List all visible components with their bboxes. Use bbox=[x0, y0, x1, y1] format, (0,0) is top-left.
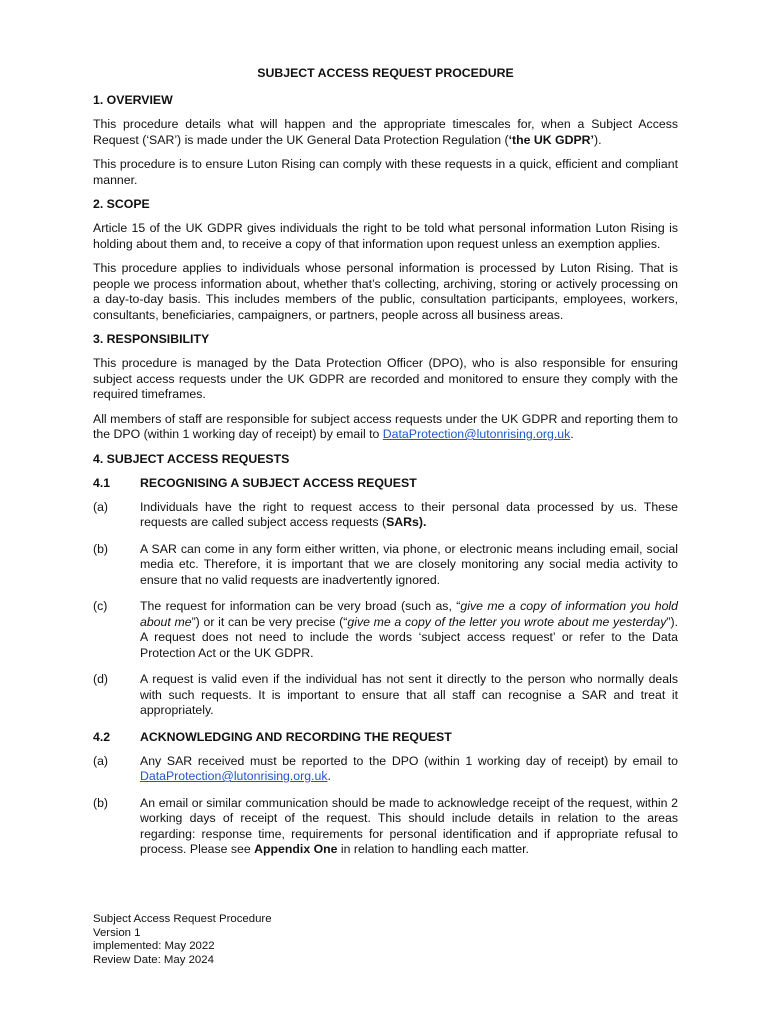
item-text: A SAR can come in any form either written, via phone, or electronic means including email, social media etc. Therefore, it is important that we are closely monitoring any social media activity to ensure that no valid requests are inadvertently ignored. bbox=[140, 541, 678, 587]
footer-version: Version 1 bbox=[93, 926, 141, 939]
dpo-email-link[interactable]: DataProtection@lutonrising.org.uk bbox=[382, 427, 571, 441]
item-label: (b) bbox=[93, 795, 109, 810]
item-label: (d) bbox=[93, 672, 109, 686]
item-bold-text: SARs). bbox=[386, 515, 427, 529]
subsection-number: 4.1 bbox=[93, 475, 111, 490]
subsection-heading-4-2 bbox=[93, 730, 678, 745]
item-text bbox=[140, 796, 678, 858]
scope-paragraph-1: Article 15 of the UK GDPR gives individuals the right to be told what personal information Luton Rising is holding about them and, to receive a copy of that information upon request unless an exemption applies. bbox=[93, 221, 678, 251]
item-text-end: . bbox=[327, 769, 331, 783]
dpo-email-link[interactable]: DataProtection@lutonrising.org.uk bbox=[140, 769, 328, 783]
responsibility-text: All members of staff are responsible for subject access requests under the UK GDPR and reporting them to the DPO (within 1 working day of receipt) by email to bbox=[93, 411, 678, 441]
subsection-title: ACKNOWLEDGING AND RECORDING THE REQUEST bbox=[140, 729, 452, 744]
item-italic-text: give me a copy of the letter you wrote about me yesterday bbox=[347, 614, 667, 629]
responsibility-paragraph-1: This procedure is managed by the Data Protection Officer (DPO), who is also responsible for ensuring subject access requests under the UK GDPR are recorded and monitored to ensure they comply with the required timeframes. bbox=[93, 356, 678, 401]
overview-bold-text: ‘the UK GDPR’ bbox=[508, 132, 594, 147]
item-text-end: ”). A request does not need to include the words ‘subject access request’ or refer to the Data Protection Act or the UK GDPR. bbox=[140, 614, 678, 660]
overview-paragraph-2: This procedure is to ensure Luton Rising can comply with these requests in a quick, efficient and compliant manner. bbox=[93, 157, 678, 187]
footer-implemented-date: implemented: May 2022 bbox=[93, 940, 215, 952]
section-heading-subject-access-requests: 4. SUBJECT ACCESS REQUESTS bbox=[93, 451, 290, 466]
scope-paragraph-2: This procedure applies to individuals whose personal information is processed by Luton Rising. That is people we process information about, whether that’s collecting, archiving, storing or actively processing on a day-to-day basis. This includes members of the public, consultation participants, employees, workers, consultants, beneficiaries, campaigners, or partners, people across all business areas. bbox=[93, 261, 678, 322]
list-item-4-2-a bbox=[93, 754, 678, 785]
item-bold-text: Appendix One bbox=[254, 842, 338, 856]
footer-review-date: Review Date: May 2024 bbox=[93, 953, 214, 966]
overview-text-end: ). bbox=[593, 132, 602, 147]
document-page bbox=[93, 66, 678, 869]
item-text-part: An email or similar communication should be made to acknowledge receipt of the request, within 2 working days of receipt of the request. This should include details in relation to the areas regarding: response time, requirements for personal identification and if appropriate refusal to process. Please see bbox=[140, 795, 678, 856]
responsibility-paragraph-2 bbox=[93, 412, 678, 443]
item-label: (c) bbox=[93, 599, 108, 613]
subsection-heading-4-1 bbox=[93, 476, 678, 491]
item-label: (a) bbox=[93, 753, 109, 768]
footer-document-name: Subject Access Request Procedure bbox=[93, 913, 272, 925]
page-footer bbox=[93, 913, 272, 967]
item-text-part: Individuals have the right to request access to their personal data processed by us. These requests are called subject access requests ( bbox=[140, 499, 678, 529]
list-item-4-1-a bbox=[93, 500, 678, 531]
responsibility-text-end: . bbox=[570, 427, 574, 441]
item-text: A request is valid even if the individual has not sent it directly to the person who normally deals with such requests. It is important to ensure that all staff can recognise a SAR and treat it appropriately. bbox=[140, 672, 678, 717]
item-text bbox=[140, 754, 678, 785]
subsection-number: 4.2 bbox=[93, 729, 111, 744]
document-title: SUBJECT ACCESS REQUEST PROCEDURE bbox=[257, 66, 514, 80]
section-heading-overview: 1. OVERVIEW bbox=[93, 93, 173, 107]
list-item-4-2-b bbox=[93, 796, 678, 858]
list-item-4-1-c bbox=[93, 599, 678, 661]
subsection-title: RECOGNISING A SUBJECT ACCESS REQUEST bbox=[140, 475, 417, 490]
item-text-part: ”) or it can be very precise (“ bbox=[191, 614, 348, 629]
item-text bbox=[140, 599, 678, 661]
item-label: (a) bbox=[93, 499, 109, 514]
item-label: (b) bbox=[93, 541, 109, 556]
overview-text: This procedure details what will happen and the appropriate timescales for, when a Subject Access Request (‘SAR’) is made under the UK General Data Protection Regulation ( bbox=[93, 117, 678, 147]
section-heading-scope: 2. SCOPE bbox=[93, 197, 150, 211]
list-item-4-1-d bbox=[93, 672, 678, 719]
item-text-end: in relation to handling each matter. bbox=[337, 842, 529, 856]
item-italic-text: give me a copy of information you hold about me bbox=[140, 599, 679, 629]
item-text-part: The request for information can be very broad (such as, “ bbox=[140, 599, 461, 613]
overview-paragraph-1 bbox=[93, 117, 678, 148]
list-item-4-1-b bbox=[93, 542, 678, 589]
section-heading-responsibility: 3. RESPONSIBILITY bbox=[93, 332, 210, 346]
item-text-part: Any SAR received must be reported to the DPO (within 1 working day of receipt) by email to bbox=[140, 753, 678, 768]
item-text bbox=[140, 500, 678, 531]
